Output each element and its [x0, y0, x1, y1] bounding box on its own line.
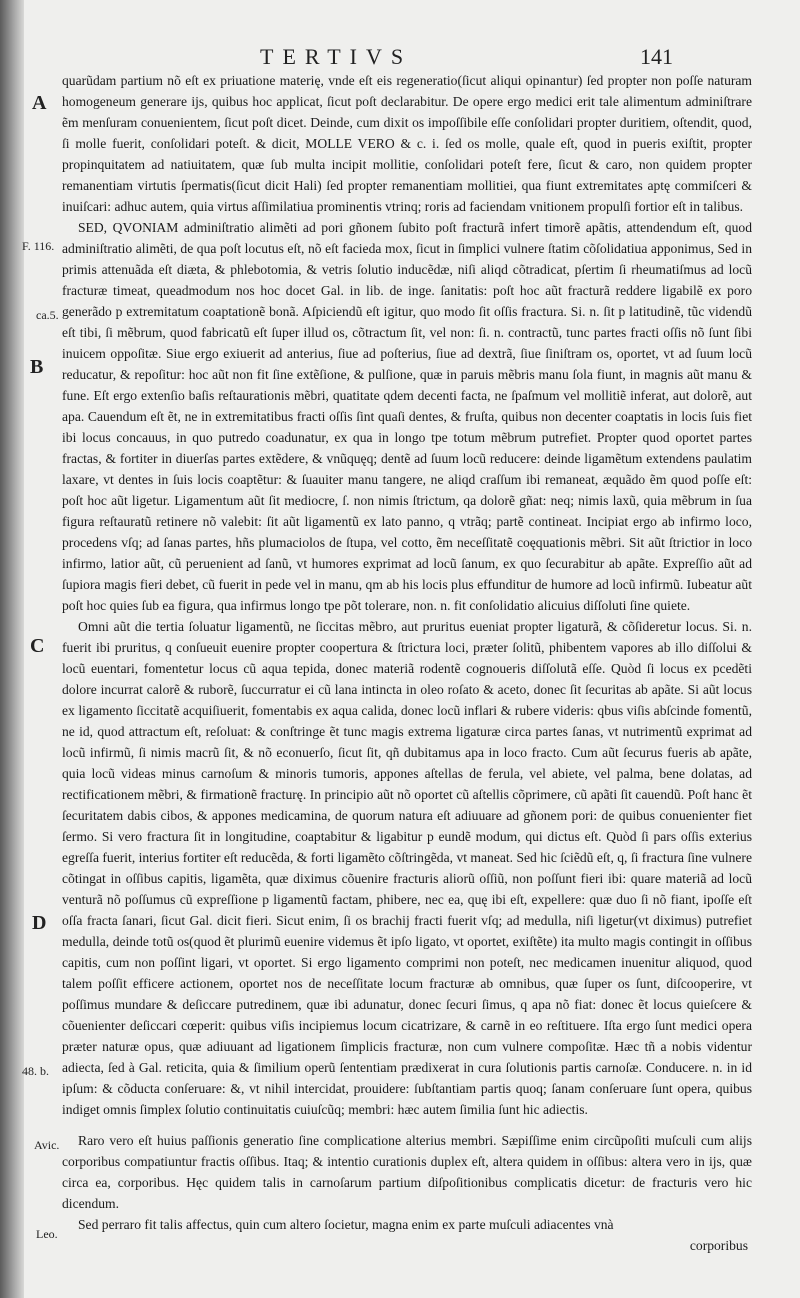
- paragraph-3: Omni aũt die tertia ſoluatur ligamentũ, ne ſiccitas mẽbro, aut pruritus eueniat propter ligaturã, & cõſideretur locus. Si. n. fuerit ibi pruritus, q conſueuit euenire propter coopertura & ſtrictura loci, præter ſolitũ, phibentem vapores ab illo diſſolui & locũ euentari, fomentetur locus cũ aqua tepida, donec materiã rodentẽ cognoueris diſſolutã eſſe. Quòd ſi locus ex pcedẽti dolore incurrat calorẽ & ruborẽ, ſuccurratur ei cũ lana intincta in oleo roſato & aceto, donec ſit ſecuritas ab apãte. Si aũt locus ex ligamento ſiccitatẽ acquiſiuerit, fomentabis ex aqua calida, donec locũ inflari & rubere videris: qbus viſis abſcinde fomentũ, ne id, quod attractum eſt, reſoluat: & conſtringe ẽt tunc magis extrema ligaturæ circa partes ſanas, vt nutrimentũ exprimat ad locũ infirmũ, ſi nimis macrũ ſit, & nõ econuerſo, ſicut ſit, qñ dubitamus apa in loco fracto. Cum aũt ſecurus fueris ab apãte, quia locũ videas minus carnoſum & minoris tumoris, appones aſtellas de ferula, vel abiete, vel palma, bene dolatas, ad rectificationem mẽbri, & firmationẽ fracturę. In principio aũt nõ oportet cũ aſtellis cõprimere, cũ apãti ſit cauendũ. Poſt hanc ẽt ſecuritatem dabis cibos, & appones medicamina, de quorum natura eſt adiuuare ad gñonem pori: de quibus conuenienter fiet ſermo. Si vero fractura ſit in longitudine, coaptabitur & ligabitur p eundẽ modum, qui dictus eſt. Quòd ſi pars oſſis exterius egreſſa fuerit, interius fortiter eſt reducẽda, & forti ligamẽto cõſtringẽda, vt maneat. Sed hic ſciẽdũ eſt, q, ſi fractura ſine vulnere cõtingat in oſſibus capitis, ligamẽta, quæ diximus cõuenire fracturis aliorũ oſſiũ, non poſſunt fieri ibi: quare materiã ad locũ venturã nõ poſſumus cũ expreſſione p ligamentũ factam, phibere, nec ea, quę ibi eſt, expellere: quæ duo ſi nõ fiant, ipoſſe eſt oſſa fracta ſanari, ſicut Gal. dicit fieri. Sicut enim, ſi os brachij fracti fuerit vſq; ad medulla, niſi ligetur(vt diximus) putrefiet medulla, deinde totũ os(quod ẽt plurimũ euenire videmus ẽt ipſo ligato, vt oportet, exiſtẽte) ita multo magis contingit in oſſibus capitis, cum non poſſint ligari, vt oportet. Si ergo ligamento comprimi non poteſt, nec medicamen inuenitur aliquod, quod talem poſſit efficere actionem, oportet nos de neceſſitate locum fracturæ ab omnibus, quæ ſuper os ſunt, diſcooperire, vt poſſimus mundare & deſiccare putredinem, quæ ibi adunatur, donec ſecuri ſimus, q apa nõ fiat: donec ẽt locus quieſcere & cõuenienter deſiccari cœperit: quibus viſis incipiemus locum cicatrizare, & carnẽ in eo reſtituere. Iſta ergo ſunt medici opera præter naturæ opus, quæ adiuuant ad ligationem ſimplicis fracturæ, non cum vulnere compoſitæ. Hæc tñ a nobis videntur adiecta, ſed à Gal. reticita, quia & ſimilium operũ ſententiam prædixerat in cura ſolutionis partis carnoſæ. Conducere. n. in id ipſum: & cõducta conſeruare: &, vt nihil intercidat, prouidere: ſubſtantiam partis quoq; ſanam conſeruare ſunt opera, quibus indiget omnis ſimplex ſolutio continuitatis cuiuſcũq; membri: hæc autem ſimilia ſunt hic adiectis.: [62, 619, 752, 1117]
- margin-letter-d: D: [32, 912, 47, 934]
- margin-letter-b: B: [30, 356, 44, 378]
- paragraph-5: Sed perraro fit talis affectus, quin cum altero ſocietur, magna enim ex parte muſculi adiacentes vnà: [78, 1217, 614, 1232]
- paragraph-4: Raro vero eſt huius paſſionis generatio ſine complicatione alterius membri. Sæpiſſime enim circũpoſiti muſculi cum alijs corporibus compatiuntur fractis oſſibus. Itaq; & intentio curationis duplex eſt, altera quidem in oſſibus: altera vero in ijs, quæ circa ea, corporibus. Hęc quidem talis in carnoſarum partium diſpoſitionibus complicatis dicetur: de fracturis vero hic dicendum.: [62, 1133, 752, 1211]
- page-gutter: [0, 0, 24, 1298]
- margin-ref-48b: 48. b.: [22, 1064, 49, 1078]
- margin-letter-a: A: [32, 92, 47, 114]
- margin-ref-ca5: ca.5.: [36, 308, 59, 322]
- margin-ref-leo: Leo.: [36, 1227, 58, 1241]
- page-number: 141: [640, 44, 673, 69]
- paragraph-2: SED, QVONIAM adminiſtratio alimẽti ad pori gñonem ſubito poſt fracturã infert timorẽ apãtis, attendendum eſt, quod adminiſtratio alimẽti, de qua poſt locutus eſt, nõ eſt facieda mox, ſicut in ſimplici vulnere ſtatim cõſolidatiua apponimus, Sed in primis attenuãda eſt diæta, & phlebotomia, & vetris ſolutio inducẽdæ, niſi aliqd cõtradicat, pſertim ſi rheumatiſmus ad locũ fracturæ timeat, queadmodum nos hoc docet Gal. in lib. de inge. ſanitatis: poſt hoc aũt fracturã reddere ligabilẽ ex poro generãdo p extremitatum coaptationẽ bonã. Aſpiciendũ eſt igitur, quo modo ſit oſſis fractura. Si. n. ſit p latitudinẽ, tũc videndũ eſt tibi, ſi mẽbrum, quod fabricatũ eſt ſuper illud os, cõtractum ſit, vel non: ſi. n. contractũ, tunc partes fracti oſſis nõ ſunt ſibi inuicem oppoſitæ. Siue ergo exiuerit ad anterius, ſiue ad poſterius, ſiue ad dextrã, ſiue ſiniſtram os, oportet, vt ad ſuum locũ reducatur, & repoſitur: hoc aũt non fit ſine extẽſione, & pulſione, quæ in paruis mẽbris manu ſola fiunt, in magnis aũt manu & fune. Eſt ergo extenſio baſis reſtaurationis mẽbri, quatitate qdem decenti facta, ne ſpaſmum vel mollitiẽ inferat, aut dolorẽ, aut apa. Cauendum eſt ẽt, ne in extremitatibus fracti oſſis ſint quaſi dentes, & fruſta, quibus non decenter coaptatis in locis ſuis fiet ibi locus concauus, in quo putredo coadunatur, ex qua in longo tpe totum mẽbrum putrefiet. Propter quod oportet partes fractas, & fortiter in diuerſas partes extẽdere, & vnũquęq; dentẽ ad ſuum locũ reducere: deinde ligamẽtum extendens paulatim laxare, vt dentes in ſuis locis coaptẽtur: & ſuauiter manu tangere, ne aliqd craſſum ibi remaneat, æquãdo ẽm quod poſſe eſt: poſt hoc aũt ligetur. Ligamentum aũt ſit mediocre, ſ. non nimis ſtrictum, qa dolorẽ gñat: neq; nimis laxũ, quia mẽbrum in ſua figura reſtauratũ retinere nõ valebit: ſit aũt ligamentũ ex lato panno, q vtrãq; partẽ contineat. Incipiat ergo ab infirmo loco, procedens vſq; ad ſanas partes, hñs plumaciolos de ſtupa, vel cotto, ẽm neceſſitatẽ coęquationis mẽbri. Sit aũt ſtrictior in loco infirmo, latior aũt, cũ peruenient ad ſanũ, vt humores exprimat ad locũ ſanum, ex quo ſecurabitur ab apãte. Expreſſio aũt ad ſupiora magis fieri debet, cũ fuerit in pede vel in manu, qm ab his locis plus effunditur de humore ad locũ infirmũ. Iubeatur aũt poſt hoc quies ſub ea figura, qua infirmus longo tpe põt tolerare, non. n. fit conſolidatio alicuius diſſoluti ſine quiete.: [62, 220, 752, 613]
- catchword: corporibus: [689, 1238, 748, 1253]
- running-title: TERTIVS: [260, 44, 413, 69]
- margin-letter-c: C: [30, 635, 45, 657]
- body-text: [62, 70, 752, 1256]
- paragraph-1: quarũdam partium nõ eſt ex priuatione materię, vnde eſt eis regeneratio(ſicut aliqui opinantur) ſed propter non poſſe naturam homogeneum generare ijs, quibus hoc applicat, ſicut poſt declarabitur. De opere ergo medici erit tale alimentum adminiſtrare ẽm menſuram conuenientem, ſicut poſt dicet. Deinde, cum dixit os impoſſibile eſſe conſolidari propter duritiem, oſtendit, quod, ſi molle fuerit, conſolidari poteſt. & dicit, MOLLE VERO & c. i. ſed os molle, quale eſt, quod in pueris exiſtit, propter propinquitatem ad natiuitatem, quæ ſub multa incipit mollitie, conſolidari poteſt fere, ſicut & caro, non quidem propter remanentiam virtutis ſpermatis(ſicut dicit Hali) ſed propter remanentiam mollitiei, qua fiunt extremitates aptę commiſceri & inuiſcari: adhuc autem, quia virtus aſſimilatiua prominentis vtrinq; roris ad faciendam vnitionem propulſi fortior eſt in talibus.: [62, 73, 752, 214]
- margin-ref-f116: F. 116.: [22, 239, 55, 253]
- margin-ref-avic: Avic.: [34, 1138, 60, 1152]
